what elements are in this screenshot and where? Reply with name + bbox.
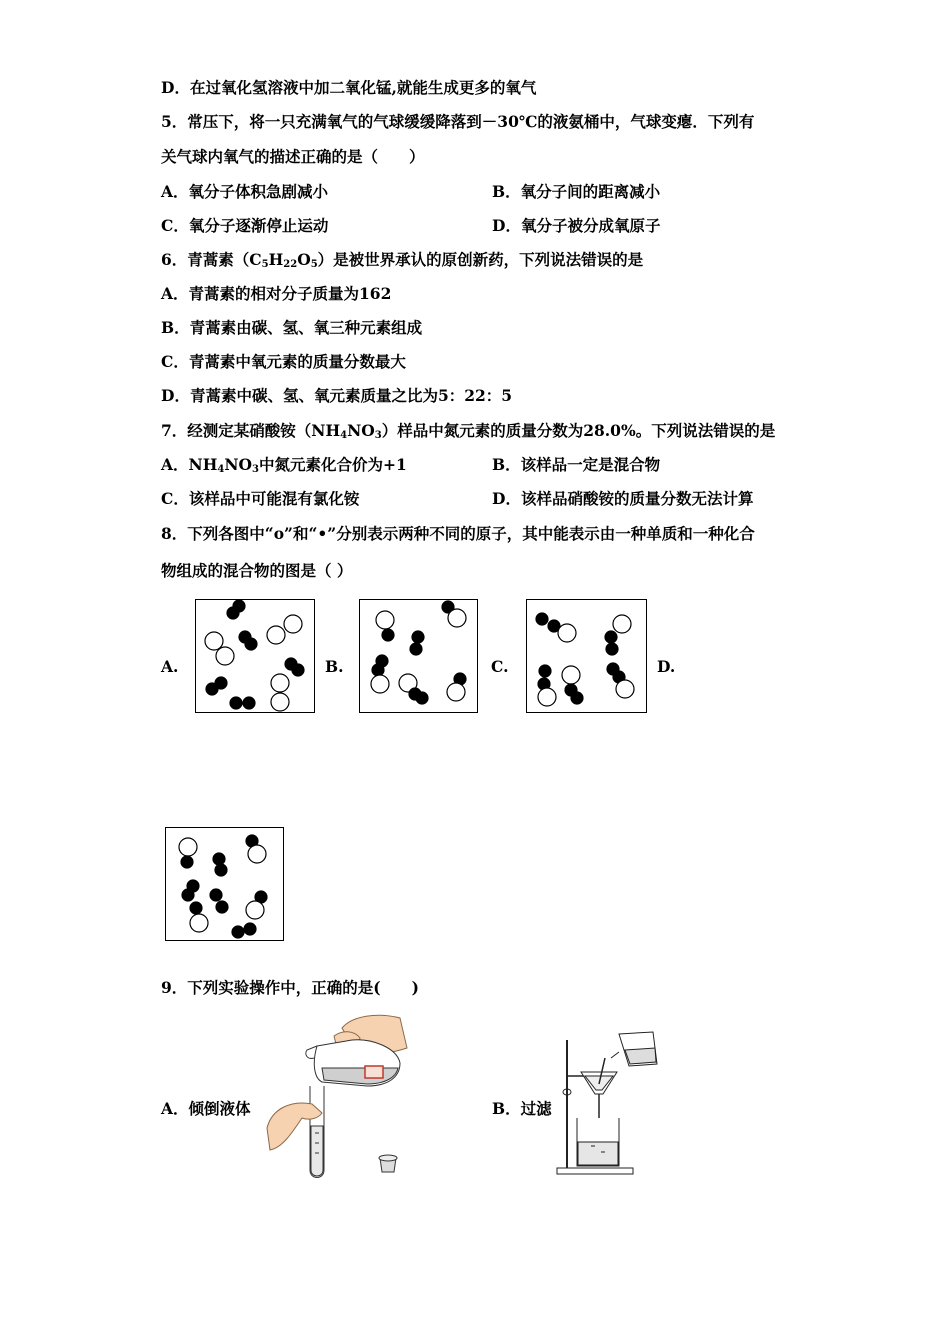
q8-diagram-c — [526, 599, 647, 713]
particle-diagram-c — [527, 600, 648, 714]
q9-option-a: A．倾倒液体 — [161, 1099, 251, 1118]
q7-option-b: B．该样品一定是混合物 — [492, 455, 661, 474]
q8-diagram-a — [195, 599, 315, 713]
filtration-illustration — [555, 1028, 665, 1178]
q5-option-d: D．氧分子被分成氧原子 — [492, 216, 661, 235]
q4-option-d: D．在过氧化氢溶液中加二氧化锰,就能生成更多的氧气 — [161, 78, 537, 97]
q6-option-d: D．青蒿素中碳、氢、氧元素质量之比为5：22：5 — [161, 386, 513, 405]
q8-option-b-label: B. — [325, 657, 344, 676]
pouring-liquid-illustration — [262, 1008, 412, 1183]
q8-option-c-label: C. — [491, 657, 509, 676]
q5-stem-line2: 关气球内氧气的描述正确的是（ ） — [161, 147, 425, 166]
q8-diagram-d — [165, 827, 284, 941]
q5-stem-line1: 5．常压下，将一只充满氧气的气球缓缓降落到－30℃的液氨桶中，气球变瘪．下列有 — [161, 112, 755, 131]
q8-option-a-label: A. — [161, 657, 179, 676]
q9-stem: 9．下列实验操作中，正确的是( ) — [161, 978, 419, 997]
q8-stem-line1: 8．下列各图中“o”和“•”分别表示两种不同的原子，其中能表示由一种单质和一种化合 — [161, 524, 755, 543]
q6-option-b: B．青蒿素由碳、氢、氧三种元素组成 — [161, 318, 423, 337]
q6-option-a: A．青蒿素的相对分子质量为162 — [161, 284, 392, 303]
q8-stem-line2: 物组成的混合物的图是（ ） — [161, 561, 353, 580]
q5-option-c: C．氧分子逐渐停止运动 — [161, 216, 329, 235]
q8-diagram-b — [359, 599, 478, 713]
q6-stem: 6．青蒿素$(C_5H_{22}O_5)$是被世界承认的原创新药，下列说法错误的是 — [161, 250, 644, 270]
particle-diagram-d — [166, 828, 285, 942]
q7-option-c: C．该样品中可能混有氯化铵 — [161, 489, 360, 508]
particle-diagram-a — [196, 600, 316, 714]
q5-option-b: B．氧分子间的距离减小 — [492, 182, 661, 201]
q8-option-d-label: D. — [657, 657, 676, 676]
q7-stem: 7．经测定某硝酸铵$(NH_4NO_3)$样品中氮元素的质量分数为28.0%。下列说法错误的是 — [161, 421, 776, 441]
q7-option-d: D．该样品硝酸铵的质量分数无法计算 — [492, 489, 754, 508]
q7-option-a: A．$NH_4NO_3$中氮元素化合价为+1 — [161, 455, 407, 475]
particle-diagram-b — [360, 600, 479, 714]
q9-option-b: B．过滤 — [492, 1099, 552, 1118]
q5-option-a: A．氧分子体积急剧减小 — [161, 182, 329, 201]
q6-option-c: C．青蒿素中氧元素的质量分数最大 — [161, 352, 406, 371]
